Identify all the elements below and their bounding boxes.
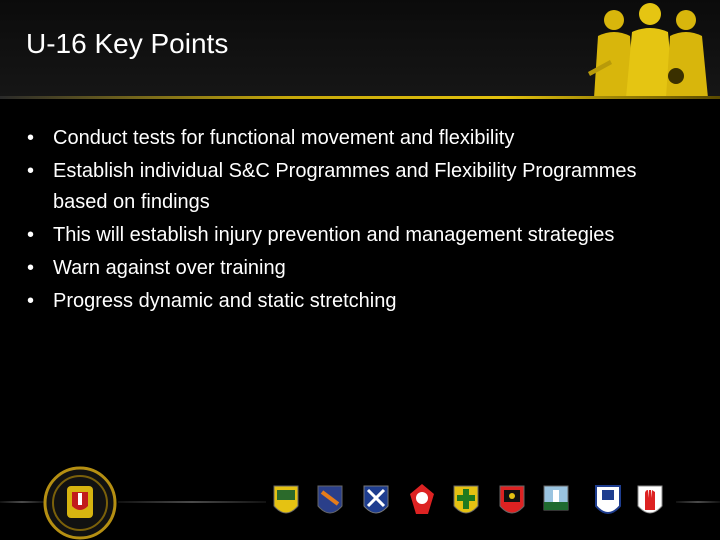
list-item: [26, 251, 686, 284]
bullet-text: Progress dynamic and static stretching: [53, 290, 397, 312]
bullet-text: Warn against over training: [53, 257, 286, 279]
header-divider: [0, 96, 720, 99]
ulster-gaa-crest-icon: [42, 466, 118, 540]
antrim-crest-icon: [272, 484, 300, 520]
bullet-icon: •: [27, 127, 35, 149]
footer-divider: [0, 501, 44, 503]
footer-divider: [676, 501, 720, 503]
slide-footer: [0, 462, 720, 540]
bullet-text: Conduct tests for functional movement and flexibility: [53, 127, 515, 149]
bullet-list: [26, 121, 686, 317]
fermanagh-crest-icon: [542, 484, 570, 520]
list-item: [26, 121, 686, 154]
bullet-text: This will establish injury prevention and management strategies: [53, 224, 615, 246]
slide-title: U-16 Key Points: [26, 28, 229, 59]
list-item: [26, 284, 686, 317]
footer-divider: [118, 501, 266, 503]
players-silhouette-icon: [580, 2, 720, 98]
slide-header: [0, 0, 720, 98]
bullet-icon: •: [27, 160, 35, 182]
bullet-text: Establish individual S&C Programmes and Flexibility Programmes based on findings: [53, 160, 637, 213]
tyrone-crest-icon: [636, 484, 664, 520]
monaghan-crest-icon: [594, 484, 622, 520]
derry-crest-icon: [408, 482, 436, 518]
armagh-crest-icon: [316, 484, 344, 520]
bullet-icon: •: [27, 290, 35, 312]
list-item: [26, 154, 686, 218]
donegal-crest-icon: [452, 484, 480, 520]
bullet-icon: •: [27, 257, 35, 279]
cavan-crest-icon: [362, 484, 390, 520]
list-item: [26, 218, 686, 251]
down-crest-icon: [498, 484, 526, 520]
bullet-icon: •: [27, 224, 35, 246]
